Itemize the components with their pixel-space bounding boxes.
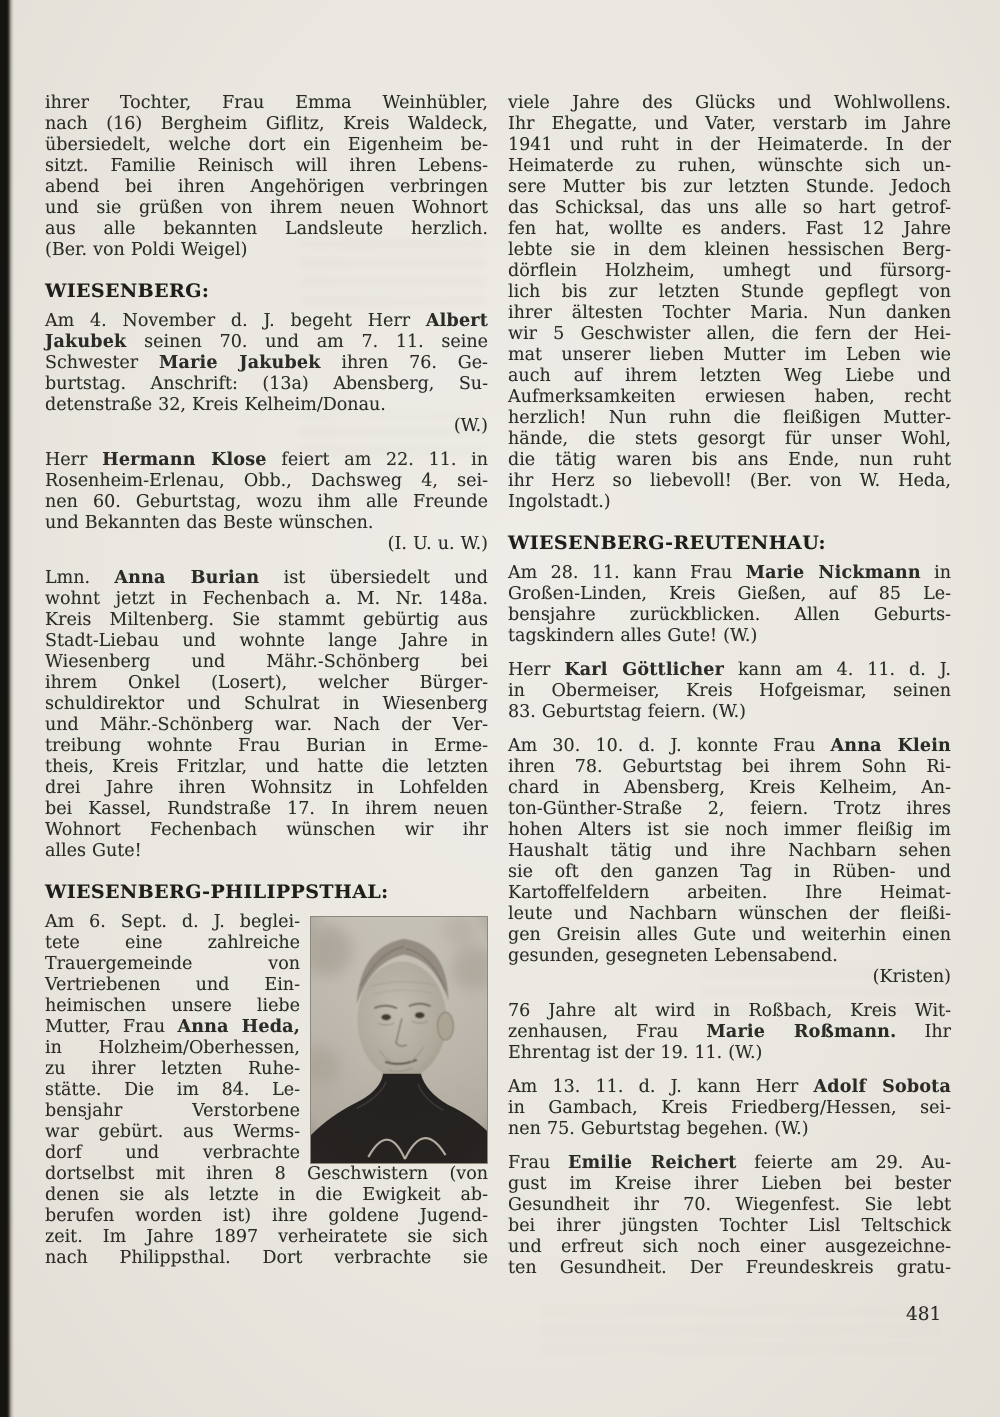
text-line: bensjahr Verstorbene bbox=[45, 1101, 300, 1121]
text-line: wir 5 Geschwister allen, die fern der Hei- bbox=[508, 324, 951, 344]
section-heading: WIESENBERG: bbox=[45, 280, 210, 302]
photo-text-row bbox=[45, 912, 488, 1164]
text-line: ihrer ältesten Tochter Maria. Nun danken bbox=[508, 303, 951, 323]
text-line: und Mähr.-Schönberg war. Nach der Ver- bbox=[45, 715, 488, 735]
paragraph-with-photo bbox=[45, 912, 488, 1269]
portrait-elderly-woman bbox=[310, 916, 488, 1164]
text-line: abend bei ihren Angehörigen verbringen bbox=[45, 177, 488, 197]
text-line: (W.) bbox=[453, 416, 488, 436]
paragraph bbox=[508, 93, 951, 513]
text-line: Herr Hermann Klose feiert am 22. 11. in bbox=[45, 450, 488, 470]
text-line: sere Mutter bis zur letzten Stunde. Jedoch bbox=[508, 177, 951, 197]
text-line: Wiesenberg und Mähr.-Schönberg bei bbox=[45, 652, 488, 672]
paragraph bbox=[45, 93, 488, 261]
text-line: schuldirektor und Schulrat in Wiesenberg bbox=[45, 694, 488, 714]
text-line: herzlich! Nun ruhn die fleißigen Mutter- bbox=[508, 408, 951, 428]
text-line: sitzt. Familie Reinisch will ihren Lebens- bbox=[45, 156, 488, 176]
text-line: und Bekannten das Beste wünschen. bbox=[45, 513, 374, 533]
text-line: aus alle bekannten Landsleute herzlich. bbox=[45, 219, 488, 239]
text-line: Großen-Linden, Kreis Gießen, auf 85 Le- bbox=[508, 584, 951, 604]
text-line: leute und Nachbarn wünschen der fleißi- bbox=[508, 904, 951, 924]
paragraph bbox=[45, 450, 488, 555]
text-line: bei Kassel, Rundstraße 17. In ihrem neuen bbox=[45, 799, 488, 819]
text-line: gust im Kreise ihrer Lieben bei bester bbox=[508, 1174, 951, 1194]
text-line: (Kristen) bbox=[872, 967, 951, 987]
text-line: in Holzheim/Oberhessen, bbox=[45, 1038, 300, 1058]
text-line: 1941 und ruht in der Heimaterde. In der bbox=[508, 135, 951, 155]
text-line: berufen worden ist) ihre goldene Jugend- bbox=[45, 1206, 488, 1226]
text-line: chard in Abensberg, Kreis Kelheim, An- bbox=[508, 778, 951, 798]
text-line: ton-Günther-Straße 2, feiern. Trotz ihres bbox=[508, 799, 951, 819]
text-line: fen hat, wollte es anders. Fast 12 Jahre bbox=[508, 219, 951, 239]
left-column bbox=[45, 93, 488, 1282]
text-line: ihrer Tochter, Frau Emma Weinhübler, bbox=[45, 93, 488, 113]
text-line: Am 30. 10. d. J. konnte Frau Anna Klein bbox=[508, 736, 951, 756]
text-line: dortselbst mit ihren 8 Geschwistern (von bbox=[45, 1164, 488, 1184]
paragraph bbox=[508, 1153, 951, 1279]
text-line: denen sie als letzte in die Ewigkeit ab- bbox=[45, 1185, 488, 1205]
right-column bbox=[508, 93, 951, 1292]
text-line: Stadt-Liebau und wohnte lange Jahre in bbox=[45, 631, 488, 651]
text-line: Ehrentag ist der 19. 11. (W.) bbox=[508, 1043, 763, 1063]
section-heading: WIESENBERG-PHILIPPSTHAL: bbox=[45, 881, 389, 903]
text-line: 83. Geburtstag feiern. (W.) bbox=[508, 702, 747, 722]
text-line: mat unserer lieben Mutter im Leben wie bbox=[508, 345, 951, 365]
text-line: (Ber. von Poldi Weigel) bbox=[45, 240, 248, 260]
text-line: Trauergemeinde von bbox=[45, 954, 300, 974]
text-line: zenhausen, Frau Marie Roßmann. Ihr bbox=[508, 1022, 951, 1042]
text-line: das Schicksal, das uns alle so hart getrof- bbox=[508, 198, 951, 218]
text-line: Gesundheit ihr 70. Wiegenfest. Sie lebt bbox=[508, 1195, 951, 1215]
text-line: und erfreut sich noch einer ausgezeichne- bbox=[508, 1237, 951, 1257]
text-line: treibung wohnte Frau Burian in Erme- bbox=[45, 736, 488, 756]
text-line: nach Philippsthal. Dort verbrachte sie bbox=[45, 1248, 488, 1268]
text-line: lebte sie in dem kleinen hessischen Berg- bbox=[508, 240, 951, 260]
text-line: Kreis Miltenberg. Sie stammt gebürtig aus bbox=[45, 610, 488, 630]
text-line: nach (16) Bergheim Giflitz, Kreis Waldeck, bbox=[45, 114, 488, 134]
paragraph bbox=[508, 1001, 951, 1064]
text-line: Lmn. Anna Burian ist übersiedelt und bbox=[45, 568, 488, 588]
text-line: Herr Karl Göttlicher kann am 4. 11. d. J. bbox=[508, 660, 951, 680]
text-line: Am 13. 11. d. J. kann Herr Adolf Sobota bbox=[508, 1077, 952, 1097]
text-line: heimischen unsere liebe bbox=[45, 996, 300, 1016]
text-line: stätte. Die im 84. Le- bbox=[45, 1080, 300, 1100]
paragraph bbox=[508, 736, 951, 988]
text-line: bei ihrer jüngsten Tochter Lisl Teltschick bbox=[508, 1216, 951, 1236]
text-line: Mutter, Frau Anna Heda, bbox=[45, 1017, 300, 1037]
text-line: die tätig waren bis ans Ende, nun ruht bbox=[508, 450, 951, 470]
text-line: hände, die stets gesorgt für unser Wohl, bbox=[508, 429, 951, 449]
text-line: Heimaterde zu ruhen, wünschte sich un- bbox=[508, 156, 951, 176]
text-line: ihren 78. Geburtstag bei ihrem Sohn Ri- bbox=[508, 757, 951, 777]
text-beside-photo bbox=[45, 912, 300, 1164]
text-line: dorf und verbrachte bbox=[45, 1143, 300, 1163]
text-line: ihr Herz so liebevoll! (Ber. von W. Heda, bbox=[508, 471, 951, 491]
text-line: tete eine zahlreiche bbox=[45, 933, 300, 953]
text-line: Wohnort Fechenbach wünschen wir ihr bbox=[45, 820, 488, 840]
text-line: tagskindern alles Gute! (W.) bbox=[508, 626, 758, 646]
paragraph bbox=[45, 311, 488, 437]
text-line: nen 60. Geburtstag, wozu ihm alle Freunde bbox=[45, 492, 488, 512]
text-line: auch auf ihrem letzten Weg Liebe und bbox=[508, 366, 951, 386]
text-line: wohnt jetzt in Fechenbach a. M. Nr. 148a. bbox=[45, 589, 488, 609]
section-heading: WIESENBERG-REUTENHAU: bbox=[508, 532, 826, 554]
text-line: burtstag. Anschrift: (13a) Abensberg, Su- bbox=[45, 374, 488, 394]
text-line: Ingolstadt.) bbox=[508, 492, 611, 512]
paragraph bbox=[508, 660, 951, 723]
text-line: ten Gesundheit. Der Freundeskreis gratu- bbox=[508, 1258, 951, 1278]
text-line: alles Gute! bbox=[45, 841, 142, 861]
text-line: zu ihrer letzten Ruhe- bbox=[45, 1059, 300, 1079]
text-line: gen Greisin alles Gute und weiterhin einen bbox=[508, 925, 951, 945]
text-line: Am 28. 11. kann Frau Marie Nickmann in bbox=[508, 563, 951, 583]
text-line: Am 6. Sept. d. J. beglei- bbox=[45, 912, 300, 932]
text-line: nen 75. Geburtstag begehen. (W.) bbox=[508, 1119, 809, 1139]
text-line: Haushalt tätig und ihre Nachbarn sehen bbox=[508, 841, 951, 861]
text-line: detenstraße 32, Kreis Kelheim/Donau. bbox=[45, 395, 386, 415]
text-line: (I. U. u. W.) bbox=[387, 534, 488, 554]
text-line: ihrem Onkel (Losert), welcher Bürger- bbox=[45, 673, 488, 693]
text-line: Kartoffelfeldern arbeiten. Ihre Heimat- bbox=[508, 883, 951, 903]
text-line: bensjahre zurückblicken. Allen Geburts- bbox=[508, 605, 951, 625]
paragraph bbox=[45, 568, 488, 862]
text-line: war gebürt. aus Werms- bbox=[45, 1122, 300, 1142]
text-line: übersiedelt, welche dort ein Eigenheim be- bbox=[45, 135, 488, 155]
text-line: Rosenheim-Erlenau, Obb., Dachsweg 4, sei- bbox=[45, 471, 488, 491]
text-line: Aufmerksamkeiten erwiesen haben, recht bbox=[508, 387, 951, 407]
text-line: Am 4. November d. J. begeht Herr Albert bbox=[45, 311, 488, 331]
text-line: theis, Kreis Fritzlar, und hatte die letzten bbox=[45, 757, 488, 777]
binding-shadow bbox=[0, 0, 14, 1417]
text-line: Frau Emilie Reichert feierte am 29. Au- bbox=[508, 1153, 951, 1173]
text-line: hohen Alters ist sie noch immer fleißig im bbox=[508, 820, 951, 840]
text-line: und sie grüßen von ihrem neuen Wohnort bbox=[45, 198, 488, 218]
text-line: Jakubek seinen 70. und am 7. 11. seine bbox=[45, 332, 488, 352]
text-line: lich bis zur letzten Stunde gepflegt von bbox=[508, 282, 951, 302]
text-line: zeit. Im Jahre 1897 verheiratete sie sich bbox=[45, 1227, 488, 1247]
text-line: gesunden, gesegneten Lebensabend. bbox=[508, 946, 838, 966]
text-line: Schwester Marie Jakubek ihren 76. Ge- bbox=[45, 353, 488, 373]
text-line: drei Jahre ihren Wohnsitz in Lohfelden bbox=[45, 778, 488, 798]
text-line: in Gambach, Kreis Friedberg/Hessen, sei- bbox=[508, 1098, 951, 1118]
text-line: 76 Jahre alt wird in Roßbach, Kreis Wit- bbox=[508, 1001, 951, 1021]
paragraph bbox=[508, 1077, 951, 1140]
text-line: viele Jahre des Glücks und Wohlwollens. bbox=[508, 93, 951, 113]
paragraph bbox=[508, 563, 951, 647]
text-line: Vertriebenen und Ein- bbox=[45, 975, 300, 995]
show-through-texture bbox=[540, 1306, 940, 1352]
text-line: dörflein Holzheim, umhegt und fürsorg- bbox=[508, 261, 951, 281]
page-number: 481 bbox=[906, 1304, 942, 1325]
text-line: sie oft den ganzen Tag in Rüben- und bbox=[508, 862, 951, 882]
text-line: Ihr Ehegatte, und Vater, verstarb im Jahre bbox=[508, 114, 951, 134]
text-line: in Obermeiser, Kreis Hofgeismar, seinen bbox=[508, 681, 951, 701]
